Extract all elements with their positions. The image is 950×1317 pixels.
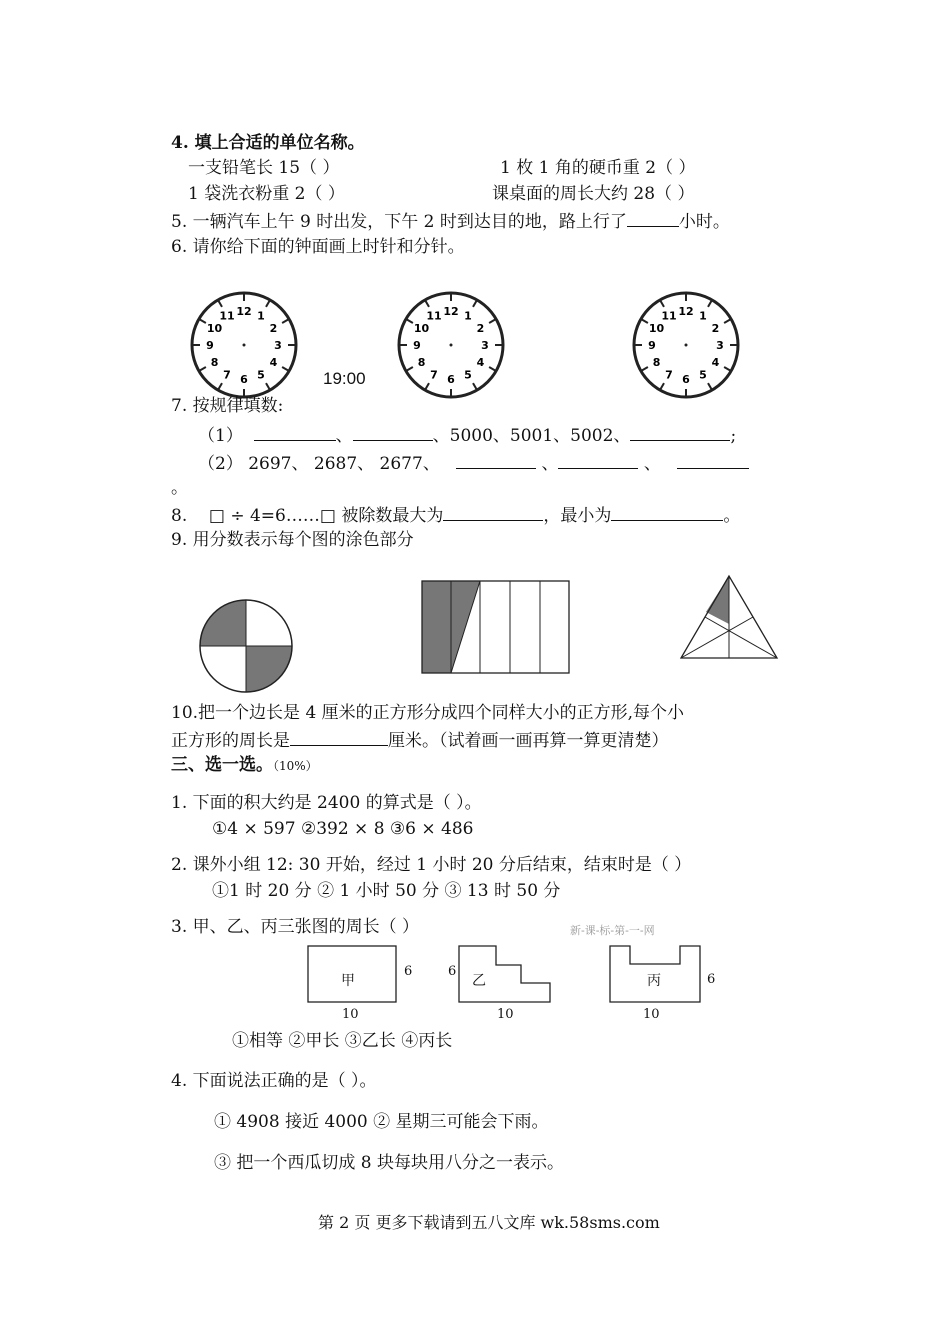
q4-line2a: 1 袋洗衣粉重 2（ ）	[188, 184, 345, 204]
clock-number: 4	[269, 356, 278, 369]
clock-number: 2	[476, 322, 485, 335]
q6-text: 6. 请你给下面的钟面画上时针和分针。	[171, 237, 465, 257]
clock-number: 4	[711, 356, 720, 369]
dim-jia-6: 6	[404, 964, 413, 979]
c4-option2: ③ 把一个西瓜切成 8 块每块用八分之一表示。	[214, 1153, 565, 1173]
c2-options: ①1 时 20 分 ② 1 小时 50 分 ③ 13 时 50 分	[212, 881, 561, 901]
clock-number: 5	[464, 368, 472, 382]
clock-number: 2	[269, 322, 278, 335]
q10-blank[interactable]	[290, 729, 388, 746]
q7-blank-5[interactable]	[558, 452, 638, 469]
dim-bing-10: 10	[643, 1007, 660, 1022]
q5-text: 5. 一辆汽车上午 9 时出发，下午 2 时到达目的地，路上行了 小时。	[171, 212, 730, 232]
time-label: 19:00	[323, 369, 366, 388]
clock-number: 3	[274, 339, 282, 352]
clock-number: 6	[682, 373, 690, 386]
q4-line2b: 课桌面的周长大约 28（ ）	[492, 184, 695, 204]
page-footer: 第 2 页 更多下载请到五八文库 wk.58sms.com	[318, 1213, 660, 1232]
clock-number: 9	[648, 339, 656, 352]
dim-bing-6: 6	[707, 972, 716, 987]
clock-number: 10	[413, 322, 430, 335]
clock-number: 6	[447, 373, 455, 386]
clock-number: 12	[443, 305, 459, 318]
clock-number: 12	[678, 305, 694, 318]
clock-face[interactable]	[192, 293, 296, 397]
clock-face[interactable]	[399, 293, 503, 397]
clock-faces	[0, 288, 950, 398]
q8-line: 8. □ ÷ 4=6……□ 被除数最大为 ，最小为 。	[171, 506, 741, 526]
q7-blank-2[interactable]	[353, 424, 433, 441]
fraction-figures	[0, 576, 950, 696]
label-yi: 乙	[472, 973, 486, 989]
clock-number: 11	[661, 309, 677, 323]
triangle-figure	[681, 576, 777, 658]
clock-number: 8	[417, 356, 426, 369]
clock-number: 10	[648, 322, 665, 335]
q9-text: 9. 用分数表示每个图的涂色部分	[171, 530, 414, 550]
clock-number: 7	[223, 368, 231, 382]
clock-number: 8	[210, 356, 219, 369]
c1-options: ①4 × 597 ②392 × 8 ③6 × 486	[212, 819, 474, 839]
clock-number: 11	[219, 309, 235, 323]
label-jia: 甲	[341, 973, 355, 989]
clock-number: 1	[257, 309, 265, 323]
c3-options: ①相等 ②甲长 ③乙长 ④丙长	[232, 1031, 453, 1051]
clock-number: 5	[699, 368, 707, 382]
q7-line2: （2） 2697、 2687、 2677、 、 、	[198, 452, 749, 474]
q4-title: 4. 填上合适的单位名称。	[171, 133, 365, 153]
c4-question: 4. 下面说法正确的是（ ）。	[171, 1071, 377, 1091]
q7-stray: 。	[171, 478, 188, 498]
clock-number: 9	[206, 339, 214, 352]
clock-number: 7	[665, 368, 673, 382]
c3-question: 3. 甲、乙、丙三张图的周长（ ）	[171, 917, 420, 937]
dim-yi-6: 6	[448, 964, 457, 979]
clock-number: 7	[430, 368, 438, 382]
watermark: 新-课-标-第-一-网	[570, 924, 655, 937]
q10-line2: 正方形的周长是 厘米。（试着画一画再算一算更清楚）	[171, 731, 669, 751]
q4-line1a: 一支铅笔长 15（ ）	[188, 158, 340, 178]
clock-number: 10	[206, 322, 223, 335]
rectangle-figure	[422, 581, 569, 673]
clock-number: 2	[711, 322, 720, 335]
q8-blank-min[interactable]	[611, 504, 723, 521]
circle-figure	[200, 600, 292, 692]
clock-number: 12	[236, 305, 252, 318]
c4-option1: ① 4908 接近 4000 ② 星期三可能会下雨。	[214, 1112, 549, 1132]
clock-number: 11	[426, 309, 442, 323]
clock-number: 3	[716, 339, 724, 352]
clock-number: 5	[257, 368, 265, 382]
dim-yi-10: 10	[497, 1007, 514, 1022]
q7-line1: （1） 、 、5000、5001、5002、 ;	[198, 426, 737, 446]
clock-number: 4	[476, 356, 485, 369]
q8-blank-max[interactable]	[443, 504, 543, 521]
label-bing: 丙	[647, 973, 661, 989]
q10-line1: 10.把一个边长是 4 厘米的正方形分成四个同样大小的正方形,每个小	[171, 703, 685, 723]
section3-title: 三、选一选。（10%）	[171, 755, 318, 775]
q7-blank-4[interactable]	[456, 452, 536, 469]
clock-number: 3	[481, 339, 489, 352]
q4-line1b: 1 枚 1 角的硬币重 2（ ）	[500, 158, 696, 178]
q7-title: 7. 按规律填数:	[171, 396, 284, 416]
q7-blank-3[interactable]	[630, 424, 730, 441]
clock-number: 1	[464, 309, 472, 323]
clock-number: 8	[652, 356, 661, 369]
c2-question: 2. 课外小组 12: 30 开始，经过 1 小时 20 分后结束，结束时是（ ）	[171, 855, 692, 875]
dim-jia-10: 10	[342, 1007, 359, 1022]
clock-face[interactable]	[634, 293, 738, 397]
clock-number: 9	[413, 339, 421, 352]
clock-number: 1	[699, 309, 707, 323]
q7-blank-1[interactable]	[254, 424, 336, 441]
q7-blank-6[interactable]	[677, 452, 749, 469]
c1-question: 1. 下面的积大约是 2400 的算式是（ ）。	[171, 793, 482, 813]
q5-blank[interactable]	[627, 210, 679, 227]
clock-number: 6	[240, 373, 248, 386]
